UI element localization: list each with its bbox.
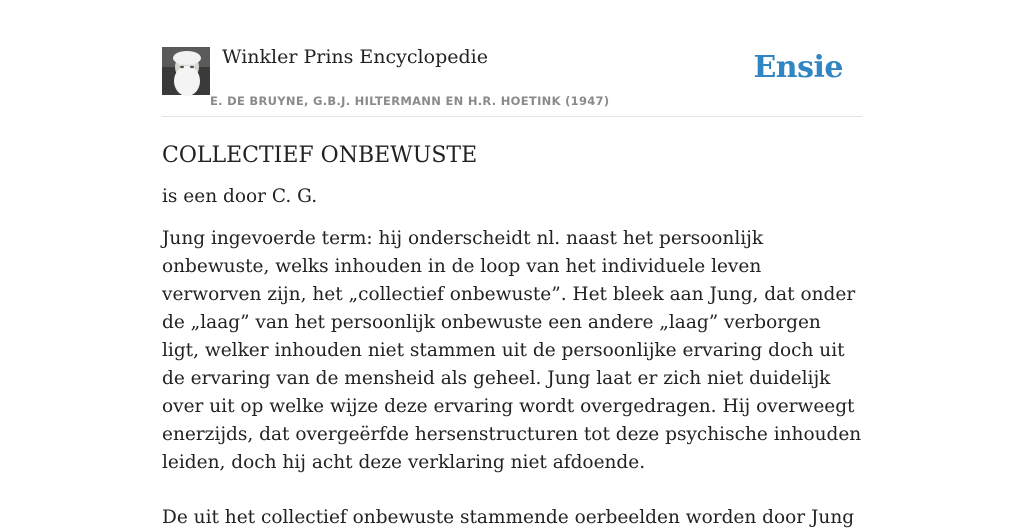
article-paragraph-1: is een door C. G. — [162, 186, 318, 207]
ensie-logo-link[interactable]: Ensie — [753, 50, 843, 85]
article-title: COLLECTIEF ONBEWUSTE — [162, 143, 478, 168]
article-paragraph-3: De uit het collectief onbewuste stammende oerbeelden worden door Jung — [162, 507, 855, 528]
page — [162, 0, 862, 532]
authors-line: E. DE BRUYNE, G.B.J. HILTERMANN EN H.R. HOETINK (1947) — [210, 94, 610, 108]
article-paragraph-2: Jung ingevoerde term: hij onderscheidt nl. naast het persoonlijk onbewuste, welks inhouden in de loop van het individuele leven verworven zijn, het „collectief onbewuste”. Het bleek aan Jung, dat onder de „laag” van het persoonlijk onbewuste een andere „laag” verborgen ligt, welker inhouden niet stammen uit de persoonlijke ervaring doch uit de ervaring van de mensheid als geheel. Jung laat er zich niet duidelijk over uit op welke wijze deze ervaring wordt overgedragen. Hij overweegt enerzijds, dat overgeërfde hersenstructuren tot deze psychische inhouden leiden, doch hij acht deze verklaring niet afdoende. — [162, 228, 862, 473]
portrait-icon — [162, 47, 210, 95]
book-title[interactable]: Winkler Prins Encyclopedie — [222, 46, 488, 68]
header — [162, 0, 862, 117]
author-avatar[interactable] — [162, 47, 210, 95]
